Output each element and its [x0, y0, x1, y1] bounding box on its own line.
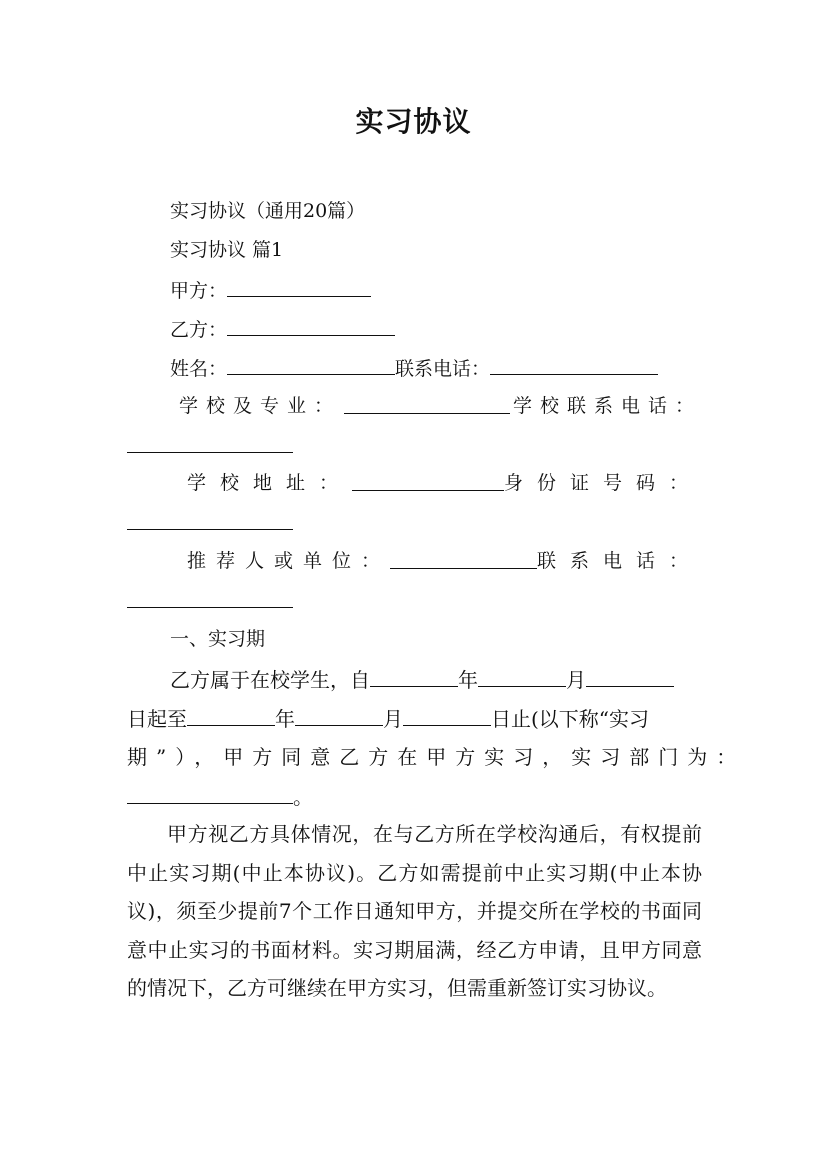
school-major-blank	[344, 393, 510, 414]
school-phone-blank	[127, 432, 293, 453]
school-address-blank	[352, 470, 504, 491]
month-label: 月	[566, 668, 586, 692]
day-from-label: 日起至	[127, 707, 187, 731]
name-label: 姓名：	[170, 358, 228, 380]
paragraph-two: 甲方视乙方具体情况，在与乙方所在学校沟通后，有权提前中止实习期(中止本协议)。乙方如需提前中止实习期(中止本协议)，须至少提前7个工作日通知甲方，并提交所在学校的书面同意中止实习的书面材料。实习期届满，经乙方申请，且甲方同意的情况下，乙方可继续在甲方实习，但需重新签订实习协议。	[127, 822, 702, 1000]
period-end-mark: 。	[293, 785, 313, 809]
start-year-blank	[370, 666, 458, 687]
month-label-2: 月	[383, 707, 403, 731]
id-number-label: 身份证号码：	[503, 472, 702, 494]
contact-phone-blank	[127, 587, 293, 608]
school-address-line	[127, 470, 702, 496]
id-number-line	[127, 509, 293, 537]
day-to-label: 日止(以下称“实习	[491, 707, 650, 731]
party-a-label: 甲方：	[170, 280, 228, 302]
contact-phone-line	[127, 587, 293, 615]
school-phone-label: 学校联系电话：	[512, 395, 702, 417]
party-b-line	[170, 315, 395, 343]
phone-blank	[490, 354, 658, 375]
contact-phone-label: 联系电话：	[536, 550, 702, 572]
name-phone-line	[170, 354, 658, 382]
section-heading: 实习协议 篇1	[170, 239, 284, 261]
party-b-label: 乙方：	[170, 319, 228, 341]
period-line-4	[127, 783, 313, 810]
start-day-blank	[586, 666, 674, 687]
school-major-label: 学校及专业：	[179, 395, 342, 417]
end-month-blank	[295, 705, 383, 726]
phone-label: 联系电话：	[395, 358, 491, 380]
referrer-label: 推荐人或单位：	[187, 550, 391, 572]
party-a-line	[170, 276, 371, 304]
party-b-blank	[227, 315, 395, 336]
section-one-heading: 一、实习期	[170, 628, 266, 650]
period-line-1	[170, 666, 674, 693]
party-a-blank	[227, 276, 371, 297]
start-month-blank	[478, 666, 566, 687]
referrer-blank	[390, 548, 537, 569]
period-line-2	[127, 705, 649, 732]
referrer-line	[127, 548, 702, 574]
id-number-blank	[127, 509, 293, 530]
name-blank	[227, 354, 395, 375]
period-line-3: 期”），甲方同意乙方在甲方实习，实习部门为：	[127, 745, 746, 769]
school-address-label: 学校地址：	[187, 472, 353, 494]
school-major-line	[127, 393, 702, 419]
end-day-blank	[403, 705, 491, 726]
document-subtitle: 实习协议（通用20篇）	[170, 200, 366, 222]
end-year-blank	[187, 705, 275, 726]
year-label: 年	[458, 668, 478, 692]
document-title: 实习协议	[355, 105, 472, 138]
year-label-2: 年	[275, 707, 295, 731]
department-blank	[127, 783, 293, 804]
school-phone-line	[127, 432, 293, 460]
period-prefix: 乙方属于在校学生，自	[170, 668, 370, 692]
